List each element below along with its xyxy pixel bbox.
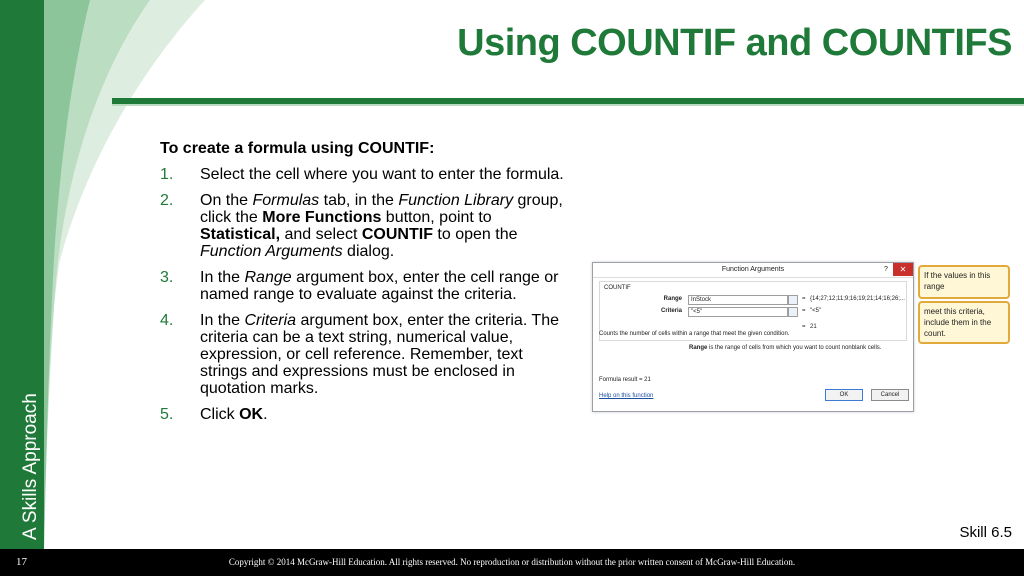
step-text: In the [200,269,245,286]
step-item [160,312,570,397]
total-result: 21 [810,324,817,330]
step-item [160,406,570,423]
dialog-title: Function Arguments [721,266,785,273]
step-text: Formulas [252,192,320,209]
step-text: Function Library [398,192,514,209]
argument-description-text: is the range of cells from which you want to count nonblank cells. [709,345,882,351]
step-text: argument box, enter the cell range or named range to evaluate against the criteria. [200,269,559,303]
step-item [160,192,570,260]
callout-criteria: meet this criteria, include them in the count. [918,301,1010,344]
step-text: argument box, enter the criteria. The criteria can be a text string, numerical value, expression, or cell reference. Remember, text strings and expressions must be enclosed in quotation marks. [200,312,559,397]
step-text: More Functions [262,209,382,226]
page-number: 17 [16,556,27,568]
ok-button[interactable]: OK [825,389,863,401]
step-number: 4. [160,312,174,329]
criteria-picker-icon[interactable] [788,307,798,317]
step-text: dialog. [342,243,395,260]
range-input[interactable]: InStock [688,295,788,305]
footer-bar [0,549,1024,576]
skill-label: Skill 6.5 [959,524,1012,541]
step-number: 1. [160,166,174,183]
step-text: group, click the [200,192,563,226]
step-number: 2. [160,192,174,209]
step-text: Range [244,269,292,286]
step-text: Criteria [244,312,297,329]
step-text: Function Arguments [200,243,343,260]
criteria-equals: = [802,308,806,314]
title-divider-shadow [112,104,1024,106]
step-number: 5. [160,406,174,423]
step-text: COUNTIF [361,226,433,243]
total-equals: = [802,324,806,330]
step-item [160,269,570,303]
callout-range: If the values in this range [918,265,1010,299]
steps-list [160,166,570,423]
sidebar-text: A Skills Approach [20,393,41,540]
dialog-titlebar [593,263,913,278]
instructions [160,140,570,432]
step-text: Click [200,406,240,423]
range-equals: = [802,296,806,302]
range-label: Range [663,296,682,302]
instructions-heading: To create a formula using COUNTIF: [160,140,435,157]
criteria-result: "<5" [810,308,822,314]
step-text: On the [200,192,253,209]
criteria-input[interactable]: "<5" [688,307,788,317]
function-arguments-dialog [592,262,914,412]
step-text: and select [280,226,362,243]
range-result: {14;27;12;11;9;16;19;21;14;16;26;... [810,296,905,302]
step-number: 3. [160,269,174,286]
close-icon[interactable]: ✕ [893,263,913,276]
step-text: Select the cell where you want to enter the formula. [200,166,564,183]
criteria-label: Criteria [660,308,682,314]
argument-description [689,345,881,351]
argument-description-label: Range [689,345,708,351]
function-name: COUNTIF [604,285,631,291]
help-icon[interactable]: ? [884,266,888,273]
step-text: OK [239,406,264,423]
step-text: Statistical, [200,226,281,243]
range-picker-icon[interactable] [788,295,798,305]
step-text: to open the [432,226,518,243]
step-text: tab, in the [319,192,399,209]
function-description: Counts the number of cells within a range that meet the given condition. [599,331,790,337]
step-text: button, point to [381,209,492,226]
step-item [160,166,570,183]
step-text: . [263,406,268,423]
formula-result: Formula result = 21 [599,377,651,383]
slide-title: Using COUNTIF and COUNTIFS [457,22,1012,64]
cancel-button[interactable]: Cancel [871,389,909,401]
step-text: In the [200,312,245,329]
copyright-notice: Copyright © 2014 McGraw-Hill Education. All rights reserved. No reproduction or distribution without the prior written consent of McGraw-Hill Education. [228,557,796,567]
help-link[interactable]: Help on this function [599,393,654,399]
